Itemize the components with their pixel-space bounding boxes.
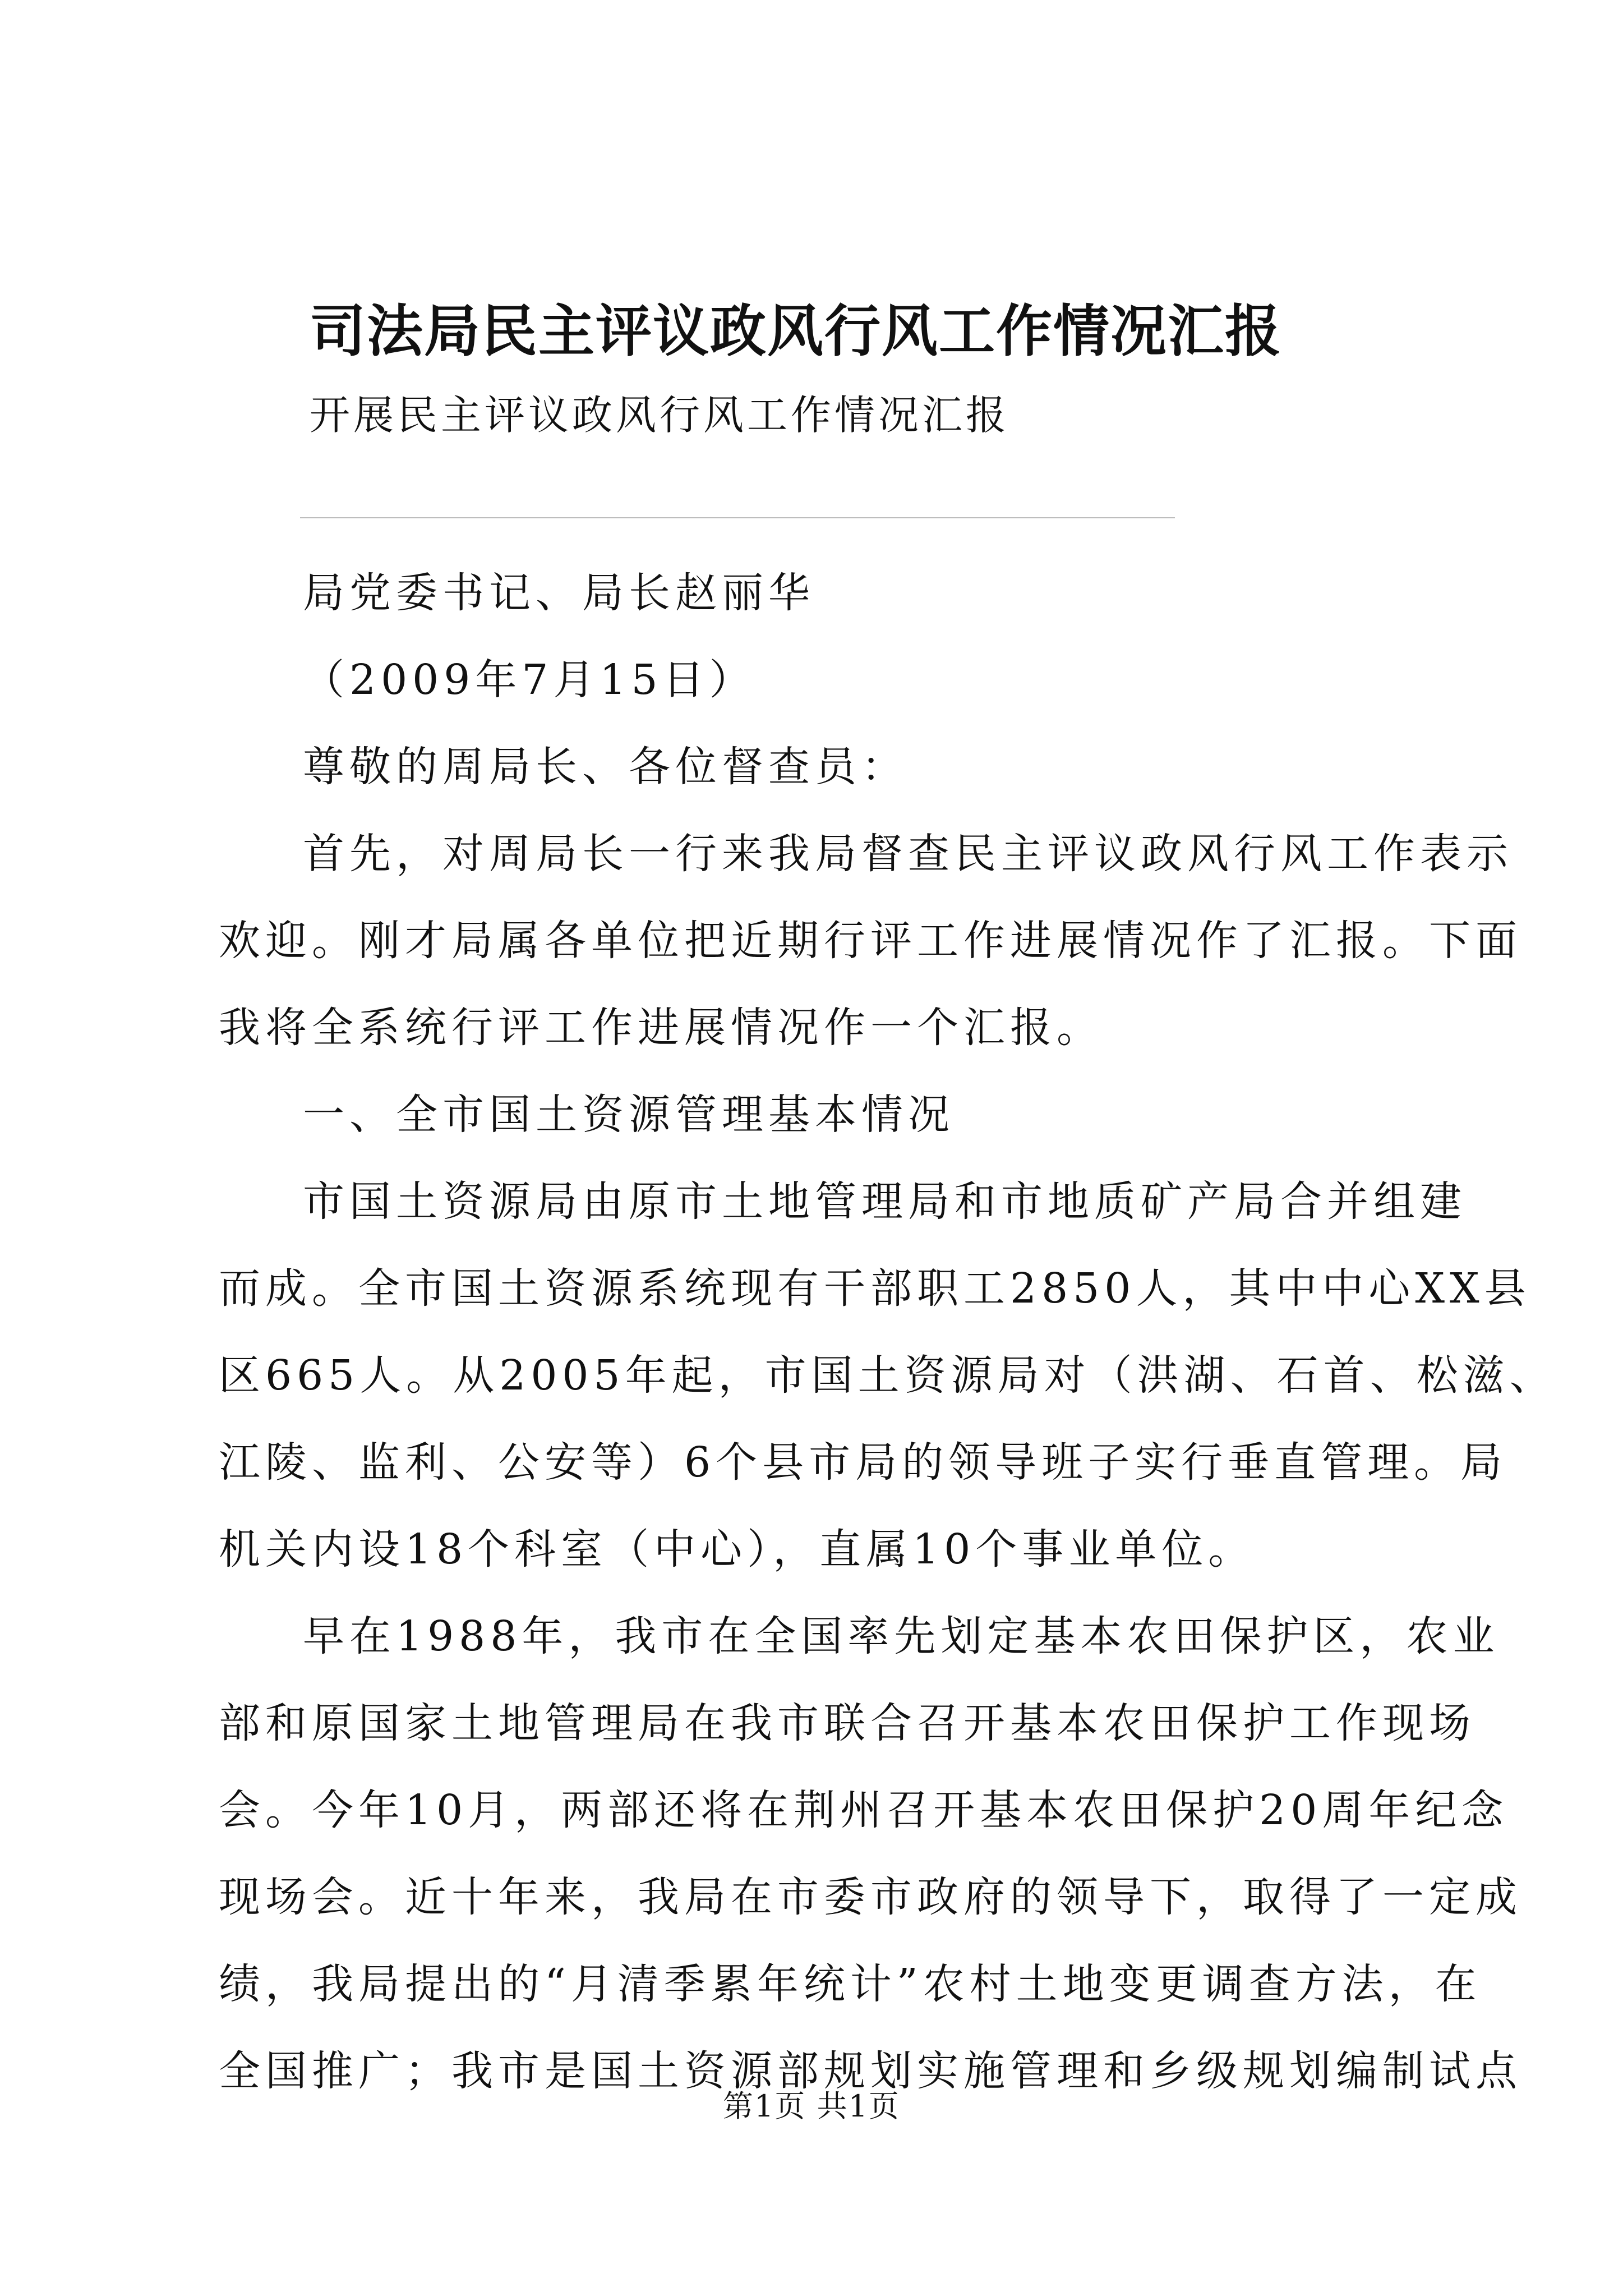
- paragraph-line: 全国推广；我市是国土资源部规划实施管理和乡级规划编制试点: [219, 2047, 1522, 2095]
- salutation: 尊敬的周局长、各位督查员：: [303, 743, 908, 791]
- page-footer: 第1页 共1页: [723, 2088, 900, 2124]
- body-paragraph: [219, 811, 1522, 1071]
- body-paragraph: [303, 1071, 1424, 1158]
- paragraph-line: 现场会。近十年来，我局在市委市政府的领导下，取得了一定成: [219, 1873, 1522, 1921]
- paragraph-line: 绩，我局提出的“月清季累年统计”农村土地变更调查方法，在: [219, 1960, 1482, 2008]
- paragraph-line: 欢迎。刚才局属各单位把近期行评工作进展情况作了汇报。下面: [219, 917, 1522, 965]
- divider-line: [300, 517, 1175, 518]
- paragraph-first-line: 一、全市国土资源管理基本情况: [303, 1091, 955, 1139]
- paragraph-first-line: 市国土资源局由原市土地管理局和市地质矿产局合并组建: [303, 1177, 1467, 1226]
- date-line: （2009年7月15日）: [303, 656, 756, 704]
- paragraph-list: [219, 811, 1556, 2115]
- paragraph-first-line: 首先，对周局长一行来我局督查民主评议政风行风工作表示: [303, 830, 1513, 878]
- paragraph-line: 我将全系统行评工作进展情况作一个汇报。: [219, 1004, 1103, 1052]
- paragraph-line: 部和原国家土地管理局在我市联合召开基本农田保护工作现场: [219, 1699, 1476, 1747]
- author-line: 局党委书记、局长赵丽华: [303, 569, 815, 617]
- paragraph-line: 机关内设18个科室（中心），直属10个事业单位。: [219, 1525, 1255, 1573]
- paragraph-line: 江陵、监利、公安等）6个县市局的领导班子实行垂直管理。局: [219, 1438, 1507, 1487]
- document-subtitle: 开展民主评议政风行风工作情况汇报: [310, 392, 1010, 439]
- paragraph-line: 会。今年10月，两部还将在荆州召开基本农田保护20周年纪念: [219, 1786, 1509, 1834]
- paragraph-first-line: 早在1988年，我市在全国率先划定基本农田保护区，农业: [303, 1612, 1500, 1660]
- paragraph-line: 区665人。从2005年起，市国土资源局对（洪湖、石首、松滋、: [219, 1351, 1556, 1400]
- document-body: [219, 550, 1556, 2115]
- body-paragraph: [219, 1158, 1556, 1593]
- document-title: 司法局民主评议政风行风工作情况汇报: [310, 298, 1282, 364]
- body-paragraph: [219, 1593, 1522, 2115]
- paragraph-line: 而成。全市国土资源系统现有干部职工2850人，其中中心XX县: [219, 1264, 1531, 1313]
